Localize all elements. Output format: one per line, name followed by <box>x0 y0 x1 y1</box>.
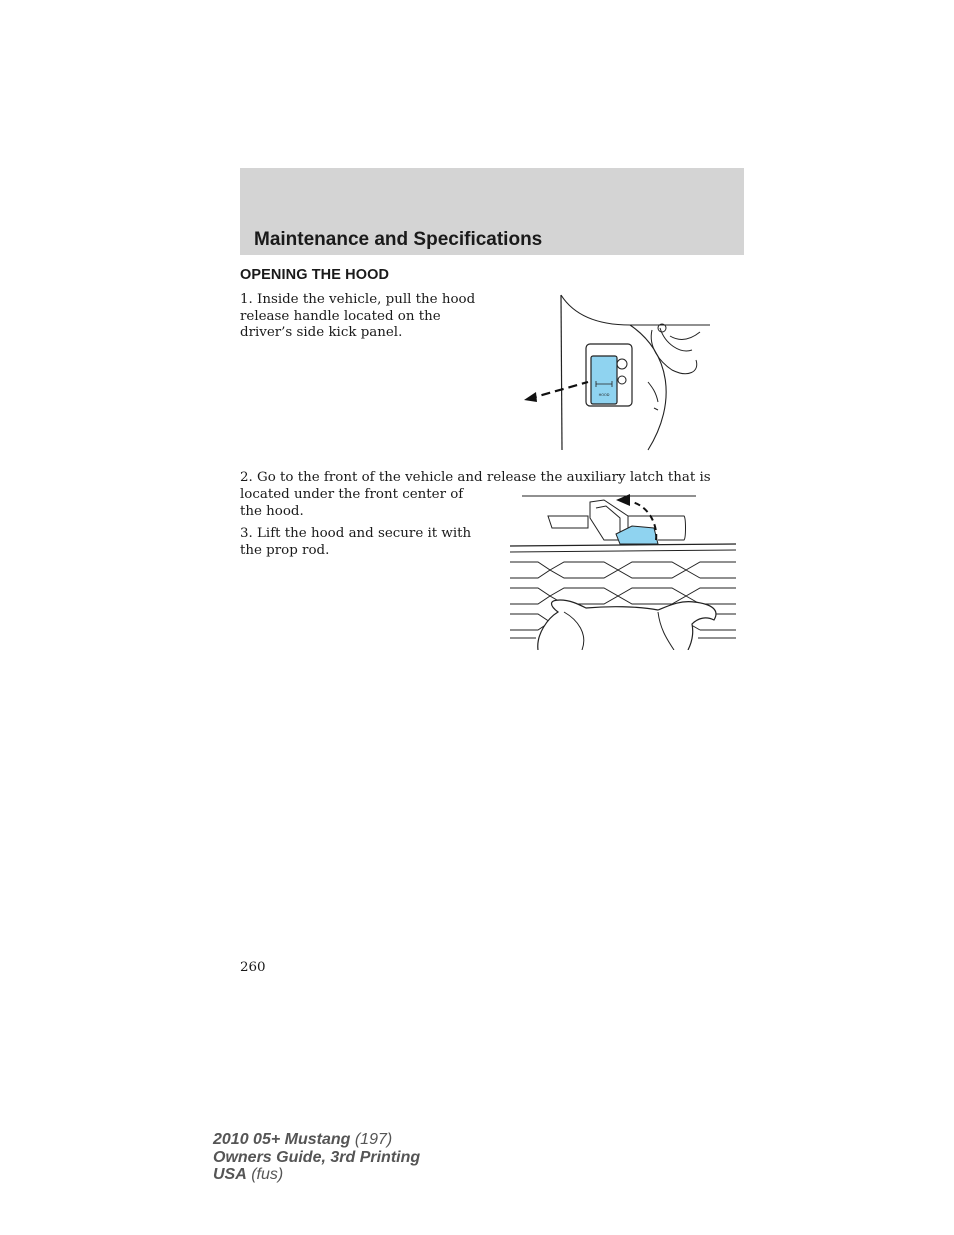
step-2-text-continued: located under the front center of the hood. <box>240 487 464 519</box>
auxiliary-latch-illustration <box>508 488 740 650</box>
step-2-text: 2. Go to the front of the vehicle and release the auxiliary latch that is <box>240 470 711 485</box>
handle-label: HOOD <box>598 393 610 397</box>
step-3-text: 3. Lift the hood and secure it with the prop rod. <box>240 526 472 558</box>
footer-line-1: 2010 05+ Mustang (197) <box>213 1131 393 1148</box>
section-heading: OPENING THE HOOD <box>240 267 390 283</box>
footer-line-3: USA (fus) <box>213 1166 284 1183</box>
step-1-text: 1. Inside the vehicle, pull the hood release handle located on the driver’s side kick panel. <box>240 292 476 340</box>
footer-imprint <box>213 1131 420 1184</box>
page-number: 260 <box>240 960 266 975</box>
section-header-bar <box>240 168 744 255</box>
page-title: Maintenance and Specifications <box>254 229 543 250</box>
footer-line-2: Owners Guide, 3rd Printing <box>213 1148 421 1166</box>
hood-release-handle-illustration <box>520 292 734 454</box>
